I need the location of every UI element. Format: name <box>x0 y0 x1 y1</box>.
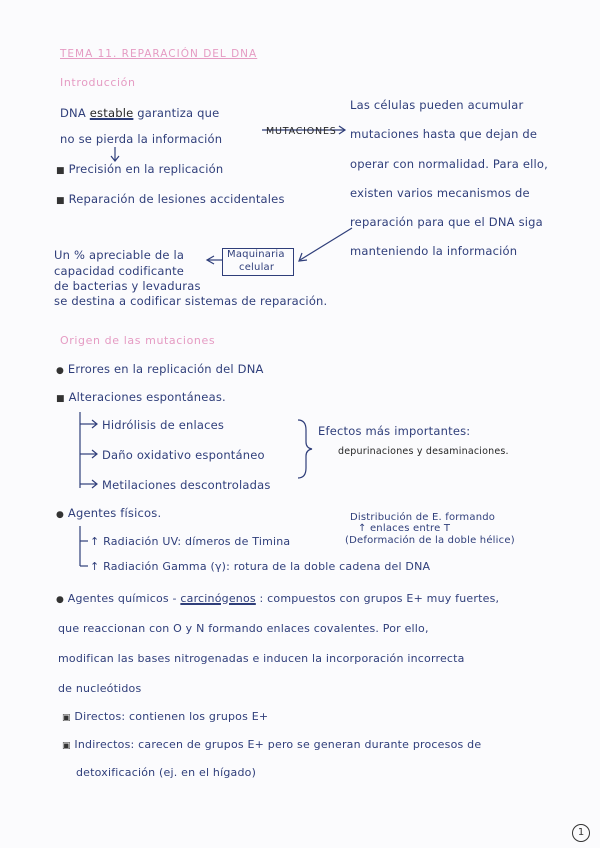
origin-bullet-3 <box>56 506 161 520</box>
chem-pre: Agentes químicos - <box>67 592 181 605</box>
keyword-carcinogenos: carcinógenos <box>180 592 256 605</box>
maquinaria-line-1: Maquinaria <box>227 249 285 260</box>
page-number: 1 <box>572 824 590 842</box>
spontaneous-item-2: Daño oxidativo espontáneo <box>102 448 265 462</box>
bullet-icon: ● <box>56 595 65 605</box>
left-text-line-4: se destina a codificar sistemas de reparación. <box>54 294 328 308</box>
arrow-icon: ↑ <box>90 535 104 548</box>
intro-line-2: no se pierda la información <box>60 132 223 146</box>
left-text-line-3: de bacterias y levaduras <box>54 279 201 293</box>
spontaneous-item-3: Metilaciones descontroladas <box>102 478 271 492</box>
physical-note-line-2: ↑ enlaces entre T <box>358 523 451 534</box>
physical-item-1 <box>90 535 290 548</box>
bullet-icon: ● <box>56 510 65 520</box>
right-text-line-4: existen varios mecanismos de <box>350 186 530 200</box>
chem-line-3: de nucleótidos <box>58 682 142 695</box>
intro-bullet-1-text: Precisión en la replicación <box>68 162 224 176</box>
origin-bullet-1 <box>56 362 264 376</box>
physical-item-2 <box>90 560 430 573</box>
bullet-icon: ▣ <box>62 713 71 723</box>
chem-line-1: que reaccionan con O y N formando enlaces covalentes. Por ello, <box>58 622 429 635</box>
bullet-icon: ▣ <box>62 741 71 751</box>
effects-text: depurinaciones y desaminaciones. <box>338 446 509 457</box>
spontaneous-item-1: Hidrólisis de enlaces <box>102 418 225 432</box>
maquinaria-celular-box <box>222 248 294 276</box>
mutaciones-label: MUTACIONES <box>266 126 337 137</box>
chem-sub-2-text: Indirectos: carecen de grupos E+ pero se generan durante procesos de <box>74 738 482 751</box>
intro-line-1-post: garantiza que <box>133 106 220 120</box>
intro-bullet-2 <box>56 192 285 206</box>
right-text-line-3: operar con normalidad. Para ello, <box>350 157 548 171</box>
origin-bullet-4 <box>56 592 499 605</box>
right-text-line-6: manteniendo la información <box>350 244 518 258</box>
chem-line-2: modifican las bases nitrogenadas e inducen la incorporación incorrecta <box>58 652 465 665</box>
origin-bullet-2 <box>56 390 226 404</box>
intro-bullet-2-text: Reparación de lesiones accidentales <box>68 192 285 206</box>
origin-bullet-2-text: Alteraciones espontáneas. <box>68 390 226 404</box>
bullet-icon: ■ <box>56 196 65 206</box>
maquinaria-line-2: celular <box>239 262 275 273</box>
chem-sub-1 <box>62 710 268 723</box>
intro-bullet-1 <box>56 162 223 176</box>
physical-item-2-text: Radiación Gamma (γ): rotura de la doble cadena del DNA <box>103 560 431 573</box>
chem-sub-2-line-2: detoxificación (ej. en el hígado) <box>76 766 257 779</box>
left-text-line-1: Un % apreciable de la <box>54 248 185 262</box>
keyword-estable: estable <box>89 106 134 120</box>
physical-item-1-text: Radiación UV: dímeros de Timina <box>103 535 291 548</box>
chem-post: : compuestos con grupos E+ muy fuertes, <box>255 592 500 605</box>
physical-note-paren: (Deformación de la doble hélice) <box>345 535 515 546</box>
arrow-icon: ↑ <box>90 560 104 573</box>
intro-line-1-pre: DNA <box>60 106 90 120</box>
chem-sub-1-text: Directos: contienen los grupos E+ <box>74 710 269 723</box>
bullet-icon: ■ <box>56 166 65 176</box>
right-text-line-2: mutaciones hasta que dejan de <box>350 127 538 141</box>
origin-bullet-1-text: Errores en la replicación del DNA <box>67 362 264 376</box>
physical-note-line-1: Distribución de E. formando <box>350 512 496 523</box>
left-text-line-2: capacidad codificante <box>54 264 185 278</box>
intro-line-1 <box>60 106 219 120</box>
effects-title: Efectos más importantes: <box>318 424 471 438</box>
bullet-icon: ● <box>56 366 65 376</box>
bullet-icon: ■ <box>56 394 65 404</box>
section-heading-intro: Introducción <box>60 76 136 89</box>
chem-sub-2 <box>62 738 481 751</box>
right-text-line-1: Las células pueden acumular <box>350 98 524 112</box>
section-heading-origin: Origen de las mutaciones <box>60 334 216 347</box>
right-text-line-5: reparación para que el DNA siga <box>350 215 543 229</box>
page-title: TEMA 11. REPARACIÓN DEL DNA <box>60 48 258 60</box>
origin-bullet-3-text: Agentes físicos. <box>67 506 162 520</box>
